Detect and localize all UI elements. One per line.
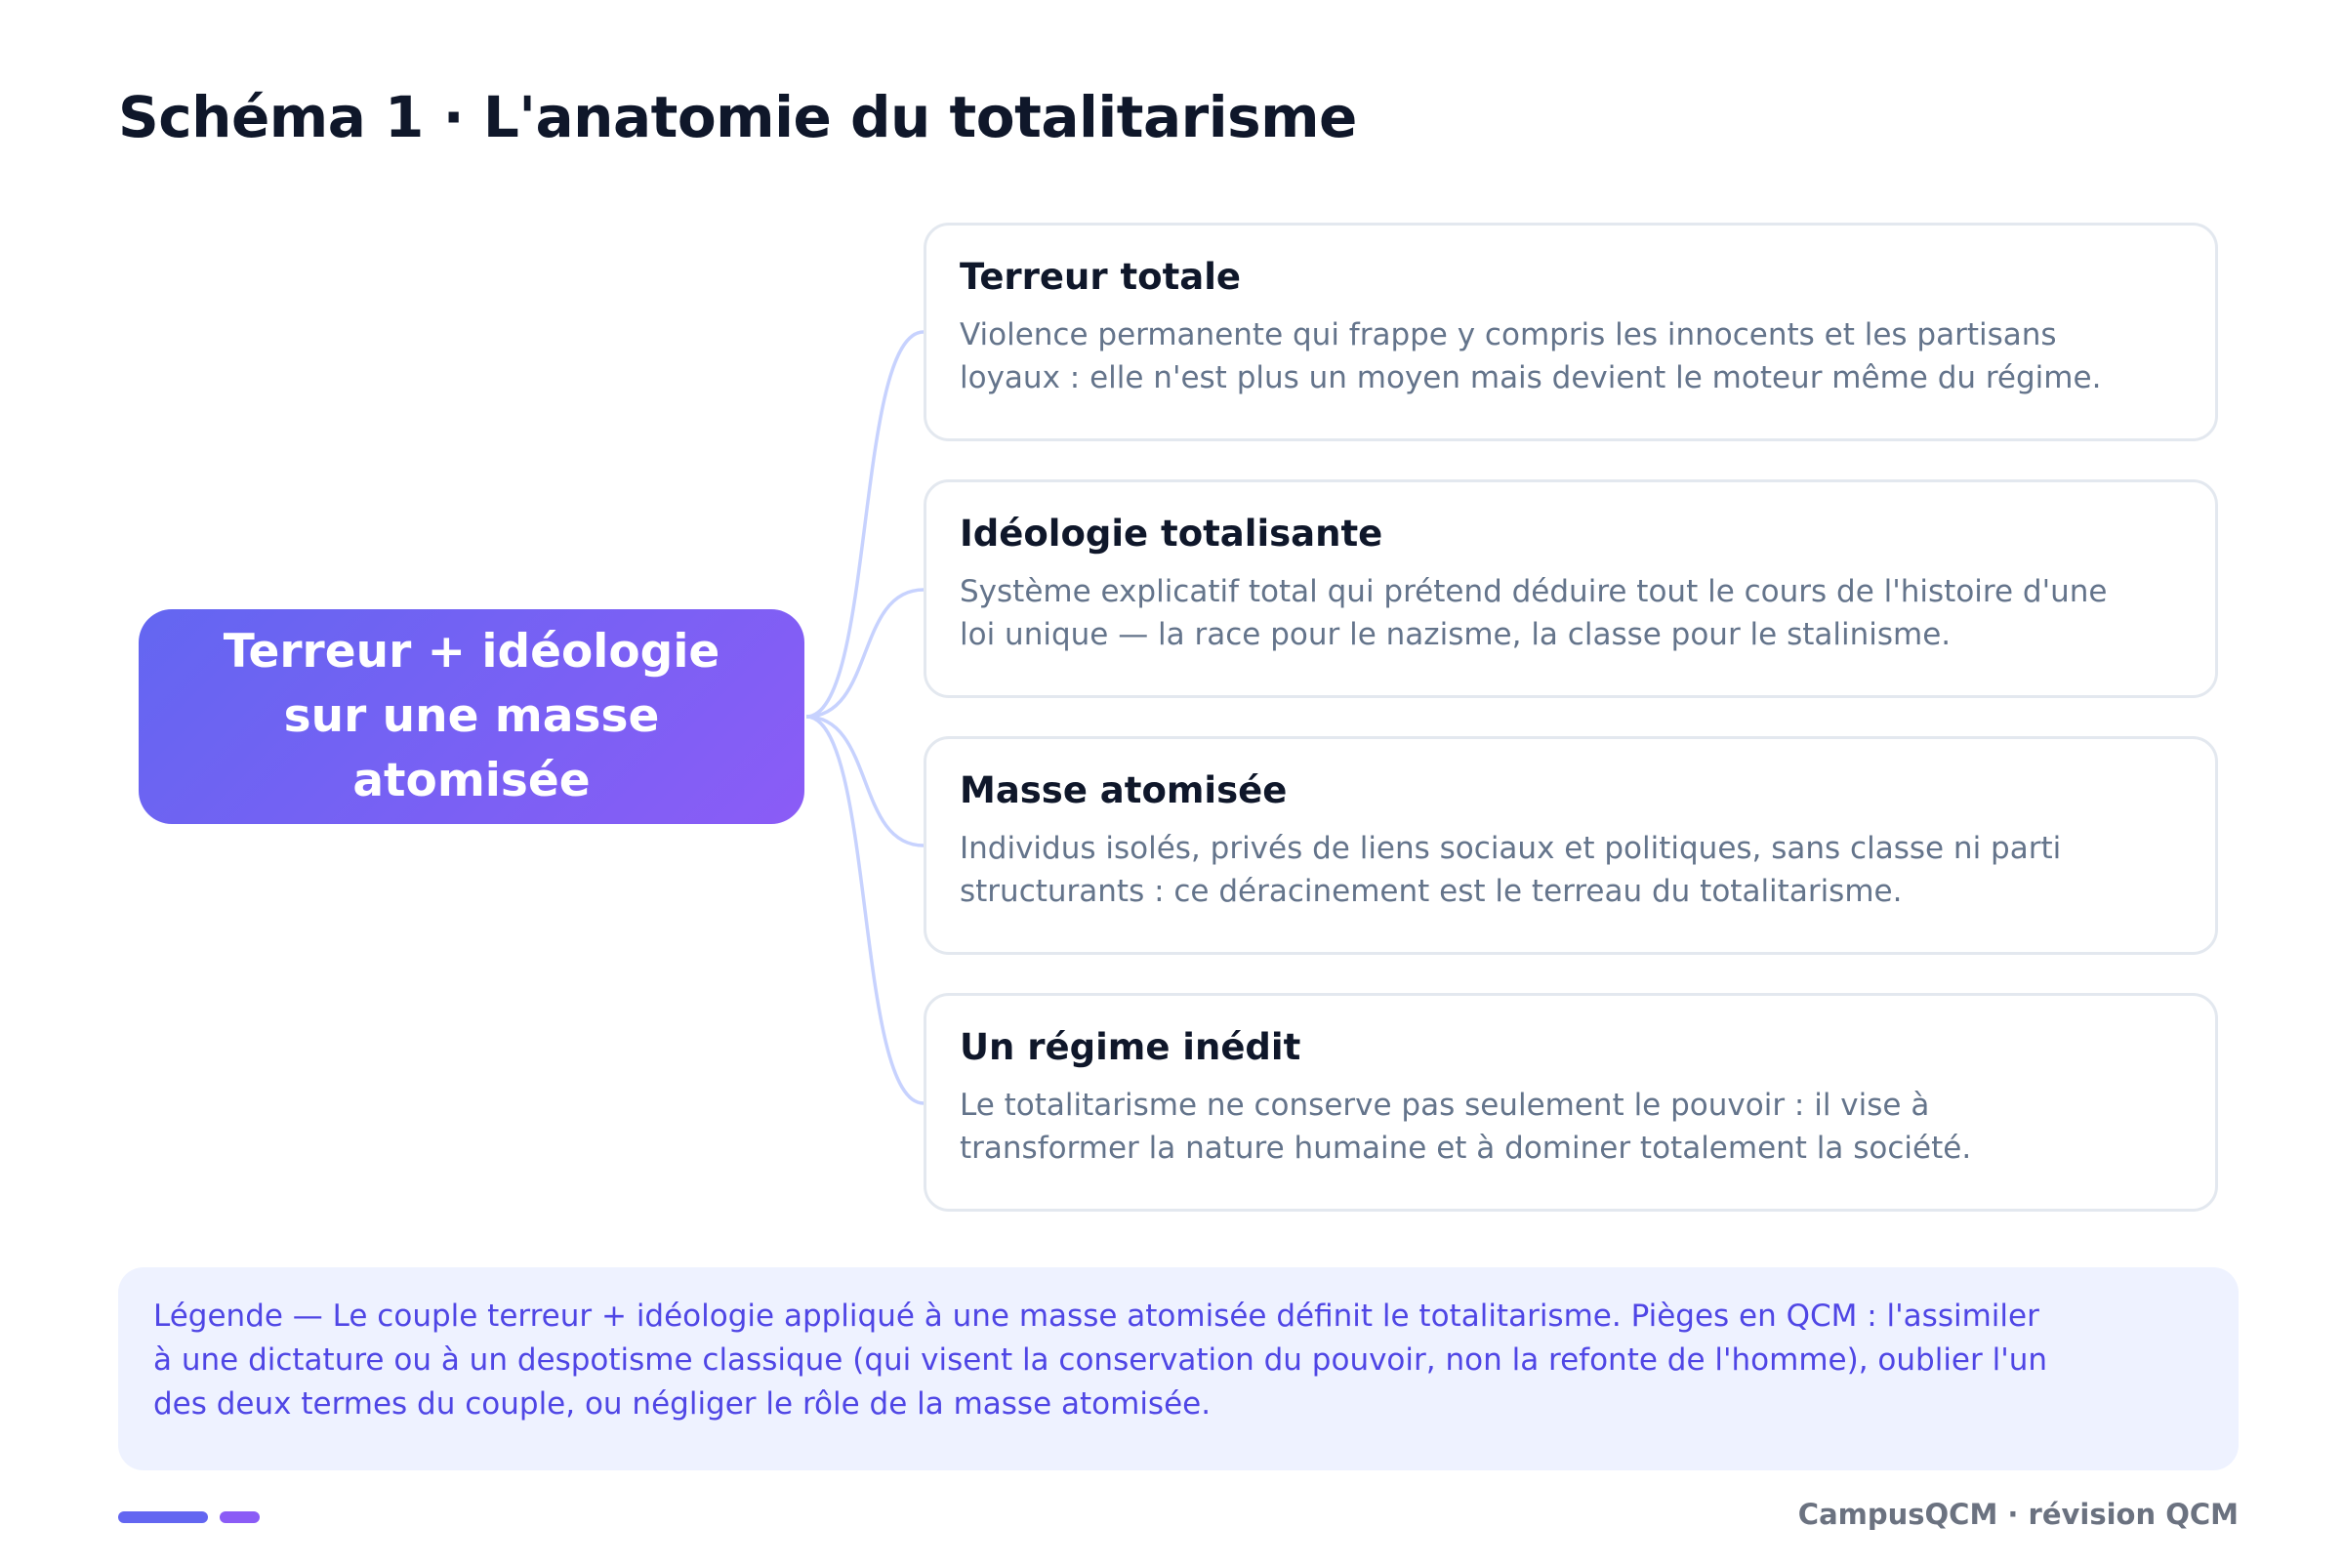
central-concept-label: Terreur + idéologie sur une masse atomisée [223,625,720,807]
legend-box [118,1267,2239,1470]
branch-card-title: Terreur totale [960,256,1242,298]
branch-card-terreur-totale [924,223,2218,441]
legend-text: Légende — Le couple terreur + idéologie appliqué à une masse atomisée définit le totalitarisme. Pièges en QCM : l'assimiler à une dictature ou à un despotisme classique (qui visent la conservation du pouvoir, non la refonte de l'homme), oublier l'un des deux termes du couple, ou négliger le rôle de la masse atomisée. [153,1299,2048,1422]
branch-card-description: Le totalitarisme ne conserve pas seulement le pouvoir : il vise à transformer la nature humaine et à dominer totalement la société. [960,1088,1972,1166]
branch-card-title: Idéologie totalisante [960,513,1383,555]
branch-card-description: Système explicatif total qui prétend déduire tout le cours de l'histoire d'une loi unique — la race pour le nazisme, la classe pour le stalinisme. [960,574,2108,652]
connector-ideologie-totalisante [806,590,924,717]
branch-card-masse-atomisee [924,736,2218,955]
branch-card-regime-inedit [924,993,2218,1212]
footer-accent-bar-primary [118,1511,208,1523]
branch-card-ideologie-totalisante [924,479,2218,698]
connector-terreur-totale [806,332,924,717]
connector-masse-atomisee [806,717,924,846]
branch-card-title: Masse atomisée [960,769,1288,811]
branch-card-title: Un régime inédit [960,1026,1301,1068]
central-concept-node [139,609,804,824]
page-title: Schéma 1 · L'anatomie du totalitarisme [118,84,1357,150]
footer-credit: CampusQCM · révision QCM [1797,1498,2239,1531]
connector-regime-inedit [806,717,924,1103]
branch-card-description: Individus isolés, privés de liens sociaux et politiques, sans classe ni parti structurants : ce déracinement est le terreau du totalitarisme. [960,831,2062,909]
branch-card-description: Violence permanente qui frappe y compris les innocents et les partisans loyaux : elle n'est plus un moyen mais devient le moteur même du régime. [960,317,2102,395]
footer-accent-bar-secondary [220,1511,260,1523]
